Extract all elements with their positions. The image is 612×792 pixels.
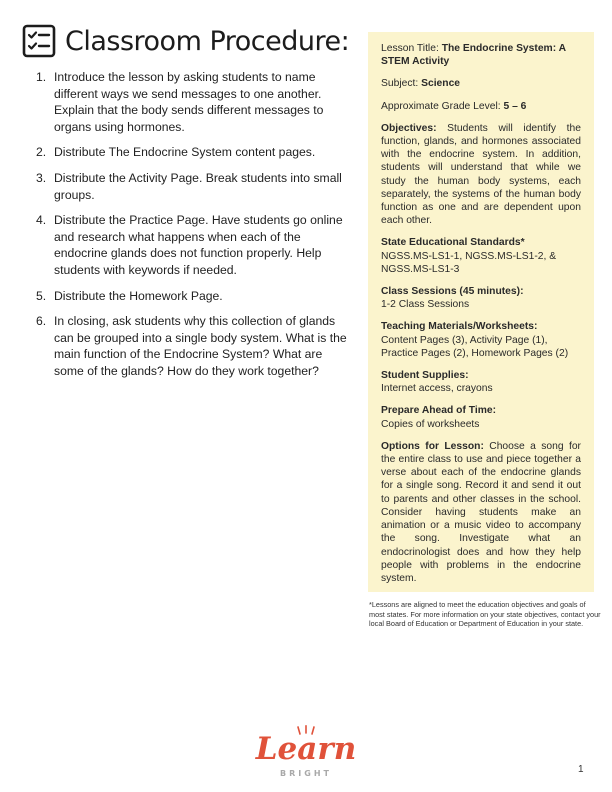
prepare-label: Prepare Ahead of Time: <box>381 405 497 417</box>
step-text: Introduce the lesson by asking students to name different ways we send messages to one another. Explain that the body sends different messages to organs using hormones. <box>54 70 324 134</box>
objectives-block <box>381 122 581 228</box>
step-text: In closing, ask students why this collection of glands can be grouped into a single body system. What is the main function of the Endocrine System? What are some of the glands? How do they work together? <box>54 314 347 378</box>
materials-block <box>381 320 581 360</box>
prepare-block <box>381 404 581 430</box>
lesson-info-sidebar <box>368 32 594 592</box>
subject-block <box>381 77 581 90</box>
page-title: Classroom Procedure: <box>65 25 350 57</box>
objectives-text: Students will identify the function, glands, and hormones associated with the endocrine system. In addition, students will understand that while we study the human body systems, each separately, the systems of the human body function as one and are dependent upon each other. <box>381 122 581 227</box>
procedure-step <box>36 212 348 278</box>
step-text: Distribute the Activity Page. Break students into small groups. <box>54 170 342 202</box>
sessions-label: Class Sessions (45 minutes): <box>381 286 524 298</box>
supplies-label: Student Supplies: <box>381 370 469 382</box>
page-number: 1 <box>578 764 584 775</box>
subject-label: Subject: <box>381 78 419 90</box>
step-number: 6. <box>36 314 47 329</box>
step-text: Distribute the Homework Page. <box>54 288 223 303</box>
step-text: Distribute The Endocrine System content pages. <box>54 145 316 160</box>
grade-level-label: Approximate Grade Level: <box>381 100 501 112</box>
procedure-step <box>36 170 348 203</box>
step-number: 2. <box>36 145 47 160</box>
options-block <box>381 440 581 585</box>
supplies-text: Internet access, crayons <box>381 383 493 395</box>
materials-label: Teaching Materials/Worksheets: <box>381 321 538 333</box>
standards-footnote: *Lessons are aligned to meet the education objectives and goals of most states. For more information on your state objectives, contact your local Board of Education or Department of Education in your state. <box>369 600 601 629</box>
lesson-title-label: Lesson Title: <box>381 43 439 54</box>
standards-label: State Educational Standards* <box>381 237 525 249</box>
grade-level-block <box>381 100 581 113</box>
lesson-title-value: The Endocrine System: A STEM Activity <box>381 43 566 68</box>
materials-text: Content Pages (3), Activity Page (1), Practice Pages (2), Homework Pages (2) <box>381 334 569 359</box>
learn-bright-logo <box>254 725 358 781</box>
procedure-step <box>36 313 348 379</box>
logo-subtitle: BRIGHT <box>280 769 332 778</box>
objectives-label: Objectives: <box>381 122 437 134</box>
standards-block <box>381 236 581 276</box>
sessions-block <box>381 285 581 311</box>
step-number: 5. <box>36 288 47 303</box>
step-number: 4. <box>36 213 47 228</box>
procedure-step <box>36 144 348 161</box>
page-header <box>22 24 349 58</box>
lesson-title-block <box>381 42 581 68</box>
procedure-step <box>36 288 348 305</box>
procedure-list <box>36 69 348 389</box>
subject-value: Science <box>421 78 461 90</box>
prepare-text: Copies of worksheets <box>381 418 480 430</box>
supplies-block <box>381 369 581 395</box>
options-label: Options for Lesson: <box>381 440 484 452</box>
options-text: Choose a song for the entire class to use and piece together a verse about each of the endocrine glands for a single song. Record it and send it out to parents and other classes in the school. Consider having students make an animation or a music video to accompany the song. Investigate what an endocrinologist does and how they help people with problems in the endocrine system. <box>381 440 581 584</box>
step-number: 1. <box>36 70 47 84</box>
sessions-text: 1-2 Class Sessions <box>381 299 470 311</box>
logo-wordmark: Learn <box>255 731 357 767</box>
step-text: Distribute the Practice Page. Have students go online and research what happens when each of the endocrine glands does not function properly. Help students with keywords if needed. <box>54 213 343 277</box>
procedure-step <box>36 69 348 135</box>
standards-text: NGSS.MS-LS1-1, NGSS.MS-LS1-2, & NGSS.MS-LS1-3 <box>381 250 557 275</box>
step-number: 3. <box>36 170 47 185</box>
grade-level-value: 5 – 6 <box>503 100 527 112</box>
checklist-icon <box>22 24 56 58</box>
